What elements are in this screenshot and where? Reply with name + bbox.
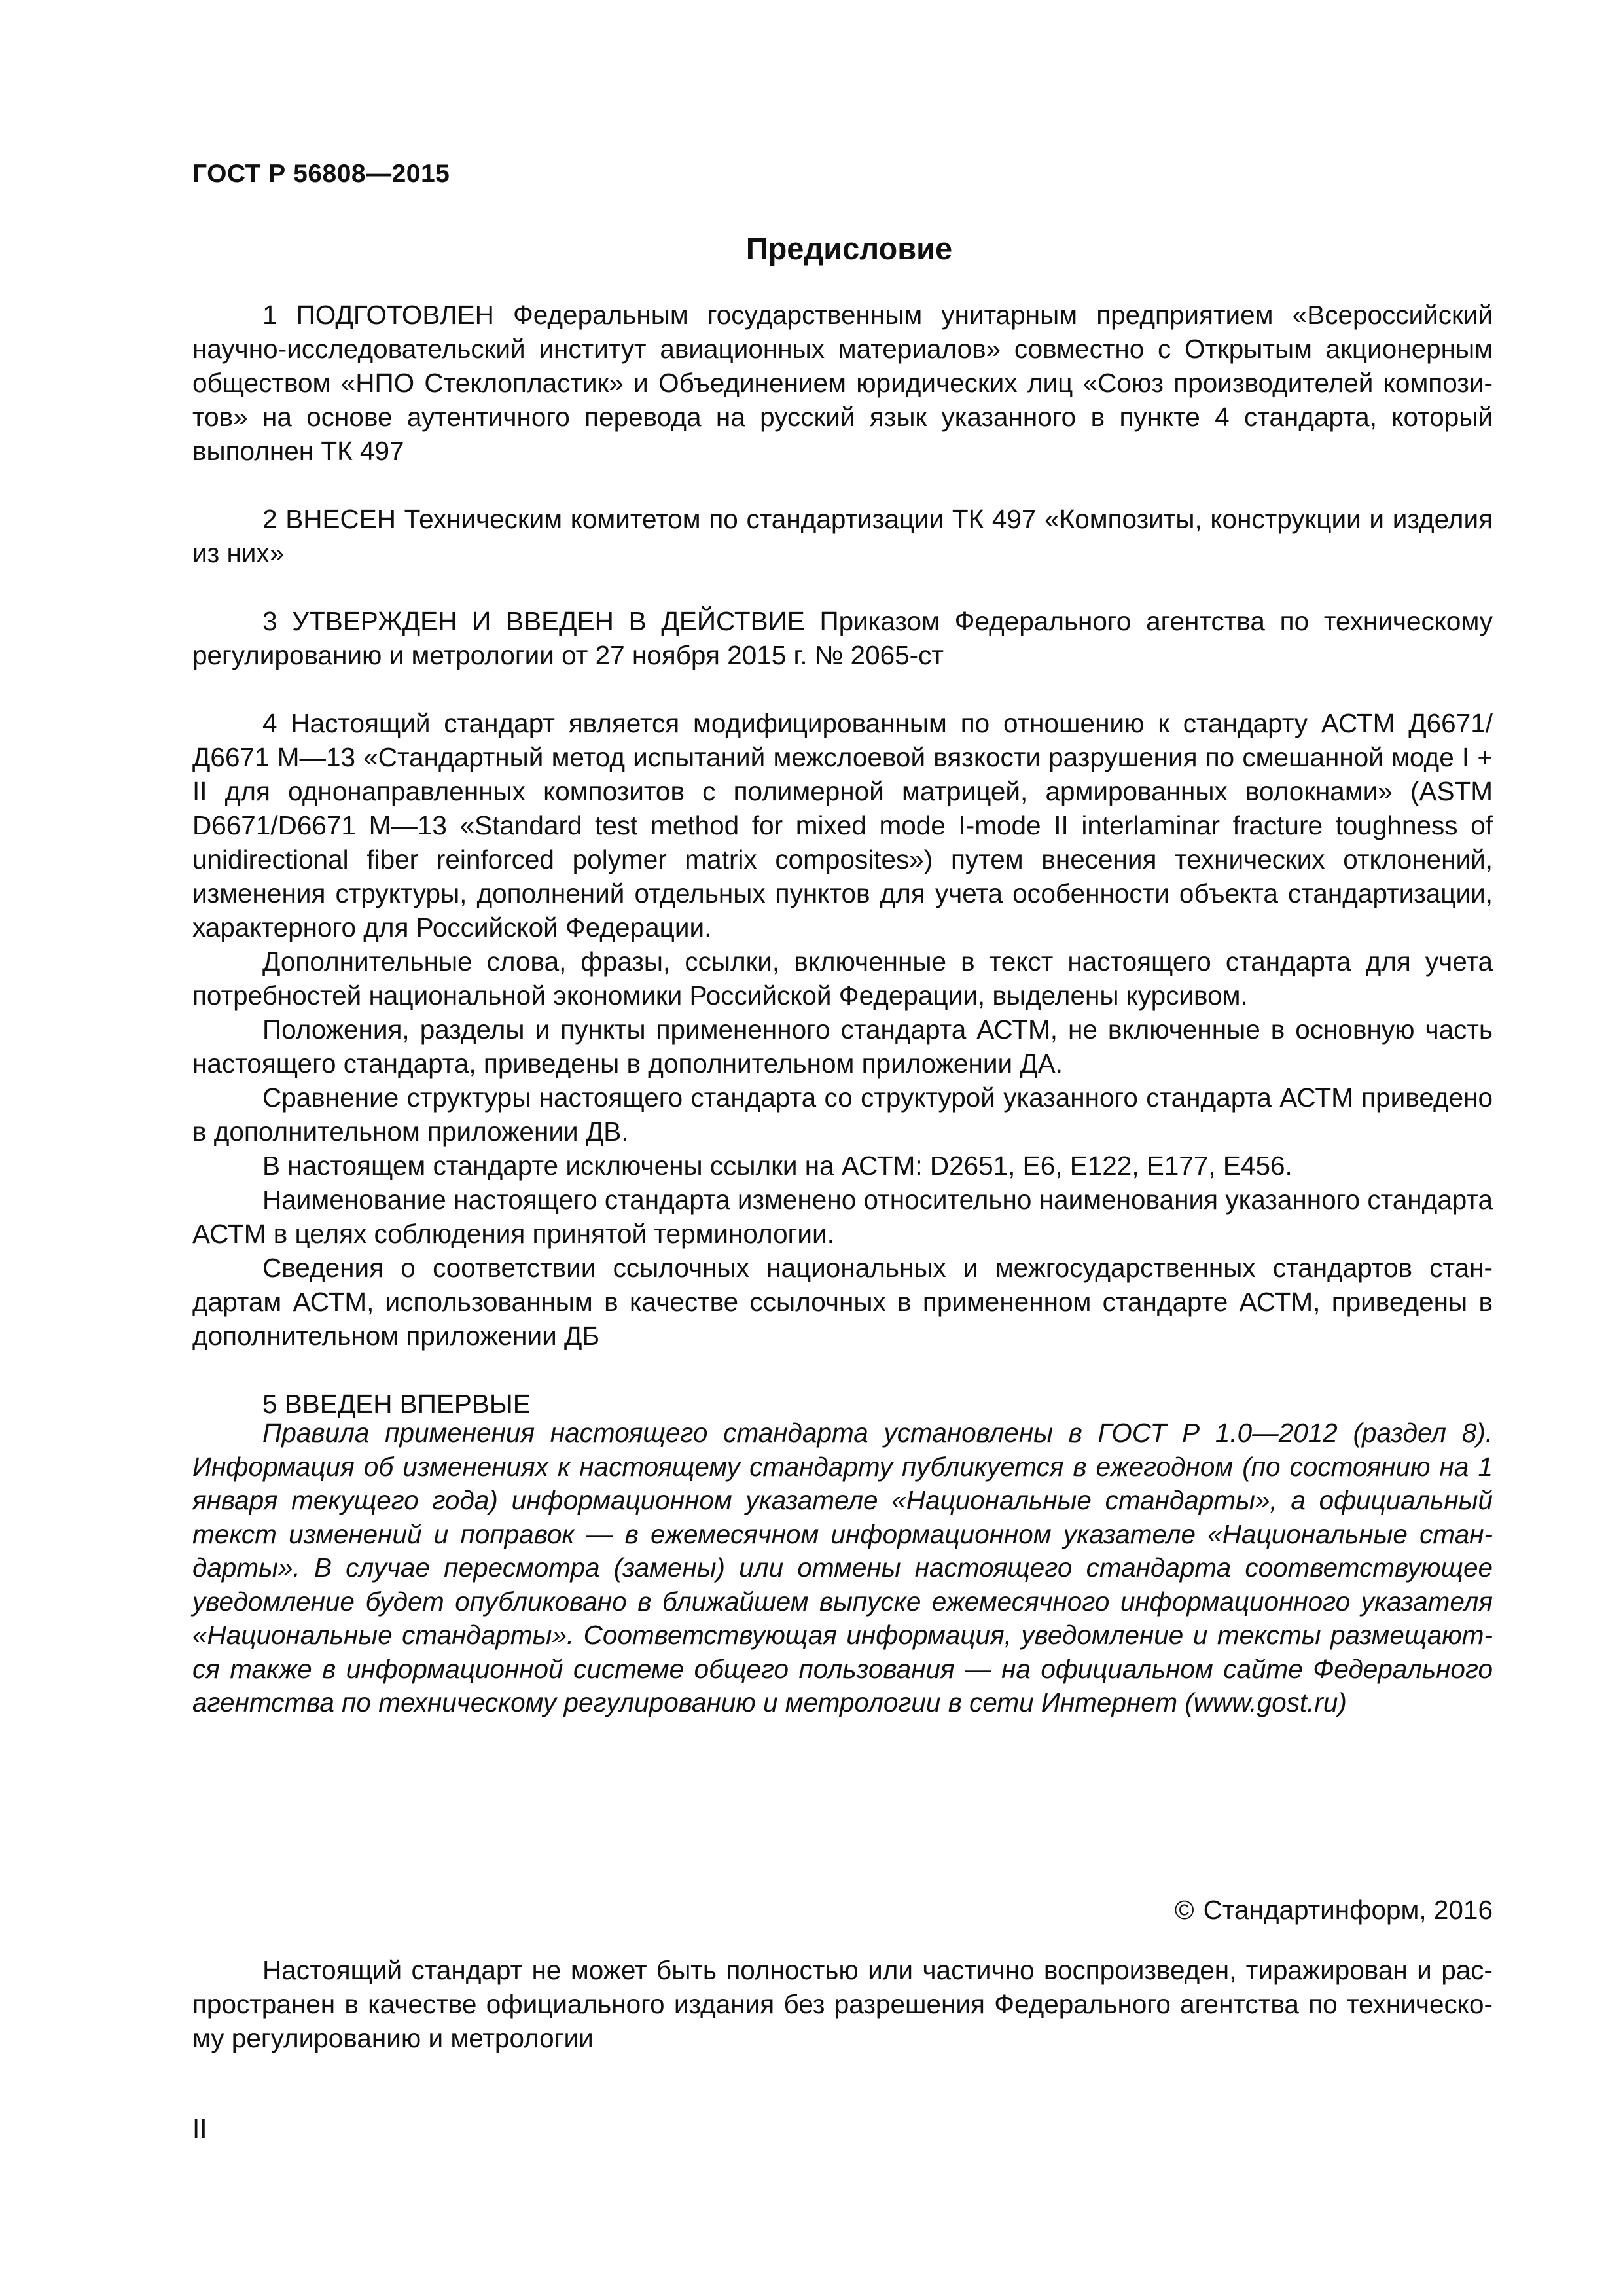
section-4: 4 Настоящий стандарт является модифицированным по отношению к стандарту АСТМ Д6671/Д6671 М—13 «Стандартный метод испытаний межслоевой вязкости разрушения по смешанной моде I + II для однонаправленных композитов с полимерной матрицей, армированных волокнами» (ASTM D6671/D6671 M—13 «Standard test method for mixed mode I-mode II interlaminar fracture toughness of unidirectional fiber reinforced polymer matrix composites») путем внесения технических отклонений, изменения структуры, дополнений отдельных пунктов для учета особенности объекта стандартизации, характерного для Российской Федерации. [192, 708, 1493, 942]
section-3: 3 УТВЕРЖДЕН И ВВЕДЕН В ДЕЙСТВИЕ Приказом Федерального агентства по техническому регулированию и метрологии от 27 ноября 2015 г. № 2065-ст [192, 606, 1493, 670]
page-title: Предисловие [745, 231, 953, 266]
section-4-annex-db: Сведения о соответствии ссылочных национальных и межгосударственных стандартов стандартам АСТМ, использованным в качестве ссылочных в примененном стандарте АСТМ, приведены в дополнительном приложении ДБ [192, 1253, 1493, 1351]
copyright-symbol: © [1174, 1895, 1194, 1925]
section-4-annex-dv: Сравнение структуры настоящего стандарта со структурой указанного стандарта АСТМ приведено в дополнительном приложении ДВ. [192, 1083, 1493, 1147]
section-5: 5 ВВЕДЕН ВПЕРВЫЕ [262, 1389, 531, 1419]
copyright-text: Стандартинформ, 2016 [1203, 1895, 1493, 1925]
section-4-excluded-refs: В настоящем стандарте исключены ссылки на АСТМ: D2651, E6, E122, E177, E456. [262, 1151, 1293, 1181]
section-2: 2 ВНЕСЕН Техническим комитетом по стандартизации ТК 497 «Композиты, конструкции и изделия из них» [192, 504, 1493, 568]
section-4-annex-da: Положения, разделы и пункты примененного стандарта АСТМ, не включенные в основную часть настоящего стандарта, приведены в дополнительном приложении ДА. [192, 1014, 1493, 1079]
section-4-additional-words: Дополнительные слова, фразы, ссылки, включенные в текст настоящего стандарта для учета потребностей национальной экономики Российской Федерации, выделены курсивом. [192, 946, 1493, 1011]
foreword-body [192, 298, 1493, 1421]
section-4-title-change: Наименование настоящего стандарта изменено относительно наименования указанного стандарта АСТМ в целях соблюдения принятой терминологии. [192, 1185, 1493, 1249]
page-number: II [192, 2113, 207, 2144]
rules-notice: Правила применения настоящего стандарта установлены в ГОСТ Р 1.0—2012 (раздел 8). Информация об изменениях к настоящему стандарту публикуется в ежегодном (по состоянию на 1 января текущего года) информационном указателе «Национальные стандарты», а официальный текст изменений и поправок — в ежемесячном информационном указателе «Национальные стандарты». В случае пересмотра (замены) или отмены настоящего стандарта соответствующее уведомление будет опубликовано в ближайшем выпуске ежемесячного информационного указателя «Национальные стандарты». Соответствующая информация, уведомление и тексты размещаются также в информационной системе общего пользования — на официальном сайте Федерального агентства по техническому регулированию и метрологии в сети Интернет (www.gost.ru) [192, 1418, 1493, 1717]
copyright-line [1175, 1893, 1493, 1927]
section-1: 1 ПОДГОТОВЛЕН Федеральным государственным унитарным предприятием «Всероссийский научно-исследовательский институт авиационных материалов» совместно с Открытым акционерным обществом «НПО Стеклопластик» и Объединением юридических лиц «Союз производителей композитов» на основе аутентичного перевода на русский язык указанного в пункте 4 стандарта, который выполнен ТК 497 [192, 300, 1493, 466]
reproduction-notice: Настоящий стандарт не может быть полностью или частично воспроизведен, тиражирован и распространен в качестве официального издания без разрешения Федерального агентства по техническому регулированию и метрологии [192, 1955, 1493, 2053]
document-header: ГОСТ Р 56808—2015 [192, 160, 450, 188]
